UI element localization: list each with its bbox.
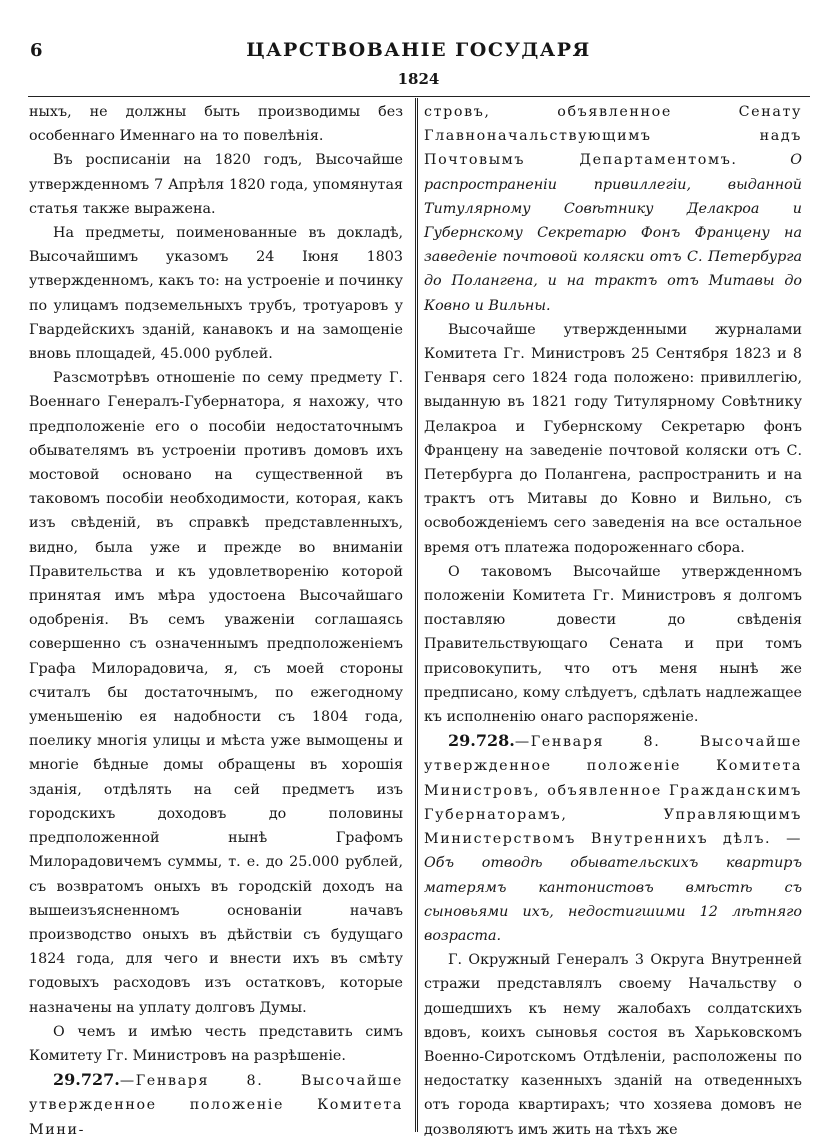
year-heading: 1824 [397, 70, 440, 88]
entry-heading-continued: стровъ, объявленное Сенату Главноначальствующимъ надъ Почтовымъ Департаментомъ. [424, 104, 802, 169]
page-number: 6 [30, 40, 43, 61]
right-column [424, 100, 802, 1142]
paragraph-complaint: Г. Окружный Генералъ 3 Округа Внутренней стражи представлялъ своему Начальству о дошедшихъ къ нему жалобахъ солдатскихъ вдовъ, коихъ сыновья состоя въ Харьковскомъ Военно-Сиротскомъ Отдѣленіи, расположены по недостатку казенныхъ зданій на отведенныхъ отъ города квартирахъ; что хозяева домовъ не дозволяютъ имъ жить на тѣхъ же [424, 952, 802, 1138]
left-column [29, 100, 403, 1142]
paragraph-conclusion: О чемъ и имѣю честь представить симъ Комитету Гг. Министровъ на разрѣшеніе. [29, 1023, 403, 1064]
entry-title: Объ отводѣ обывательскихъ квартиръ матерямъ кантонистовъ вмѣстѣ съ сыновьями ихъ, недостигшими 12 лѣтняго возраста. [424, 855, 802, 944]
column-divider [415, 98, 418, 1132]
entry-29728 [424, 729, 802, 948]
entry-number: 29.727. [53, 1070, 120, 1090]
entry-29727 [29, 1068, 403, 1142]
entry-heading: —Генваря 8. Высочайше утвержденное положеніе Комитета Министровъ, объявленное Гражданскимъ Губернаторамъ, Управляющимъ Министерствомъ Внутреннихъ дѣлъ. — [424, 734, 802, 848]
paragraph-announcement: О таковомъ Высочайше утвержденномъ положеніи Комитета Гг. Министровъ я долгомъ поставляю довести до свѣденія Правительствующаго Сената и при томъ присовокупить, что отъ меня нынѣ же предписано, кому слѣдуетъ, сдѣлать надлежащее къ исполненію онаго распоряженіе. [424, 563, 802, 726]
entry-title: О распространеніи привиллегіи, выданной Титулярному Совѣтнику Делакроа и Губернскому Секретарю Фонъ Францену на заведеніе почтовой коляски отъ С. Петербурга до Полангена, и на трактъ отъ Митавы до Ковно и Вильны. [424, 152, 802, 314]
paragraph-decree-1803: На предметы, поименованные въ докладѣ, Высочайшимъ указомъ 24 Іюня 1803 утвержденномъ, какъ то: на устроеніе и починку по улицамъ подземельныхъ трубъ, тротуаровъ у Гвардейскихъ зданій, канавокъ и на замощеніе вновь площадей, 45.000 рублей. [29, 225, 403, 363]
paragraph-budget-1820: Въ росписаніи на 1820 годъ, Высочайше утвержденномъ 7 Апрѣля 1820 года, упомянутая статья также выражена. [29, 152, 403, 217]
running-title: ЦАРСТВОВАНІЕ ГОСУДАРЯ [246, 39, 591, 61]
paragraph-continued: ныхъ, не должны быть производимы без особеннаго Именнаго на то повелѣнія. [29, 104, 403, 145]
header-rule [28, 96, 810, 97]
entry-29727-continued [424, 100, 802, 318]
entry-number: 29.728. [448, 731, 515, 751]
paragraph-opinion: Разсмотрѣвъ отношеніе по сему предмету Г. Военнаго Генералъ-Губернатора, я нахожу, что предположеніе его о пособіи недостаточнымъ обывателямъ въ устроеніи противъ домовъ ихъ мостовой основано на существенной въ таковомъ пособіи необходимости, которая, какъ изъ свѣденій, въ справкѣ представленныхъ, видно, была уже и прежде во вниманіи Правительства и къ удовлетворенію которой принятая имъ мѣра удостоена Высочайшаго одобренія. Въ семъ уваженіи соглашаясь совершенно съ означеннымъ предположеніемъ Графа Милорадовича, я, съ моей стороны считалъ бы достаточнымъ, по ежегодному уменьшенію ея надобности съ 1804 года, поелику многія улицы и мѣста уже вымощены и многіе бѣдные домы обращены въ хорошія зданія, отдѣлять на сей предметъ изъ городскихъ доходовъ до половины предположенной нынѣ Графомъ Милорадовичемъ суммы, т. е. до 25.000 рублей, съ возвратомъ оныхъ въ городскій доходъ на вышеизъясненномъ основаніи начавъ производство оныхъ въ дѣйствіи съ будущаго 1824 года, для чего и внести ихъ въ смѣту годовыхъ расходовъ изъ остатковъ, которые назначены на уплату долговъ Думы. [29, 370, 403, 1016]
entry-heading: —Генваря 8. Высочайше утвержденное положеніе Комитета Мини- [29, 1073, 403, 1138]
paragraph-privilege: Высочайше утвержденными журналами Комитета Гг. Министровъ 25 Сентября 1823 и 8 Генваря сего 1824 года положено: привиллегію, выданную въ 1821 году Титулярному Совѣтнику Делакроа и Губернскому Секретарю фонъ Францену на заведеніе почтовой коляски отъ С. Петербурга до Полангена, распространить и на трактъ отъ Митавы до Ковно и Вильно, съ освобожденіемъ сего заведенія на все остальное время отъ платежа подороженнаго сбора. [424, 321, 802, 556]
